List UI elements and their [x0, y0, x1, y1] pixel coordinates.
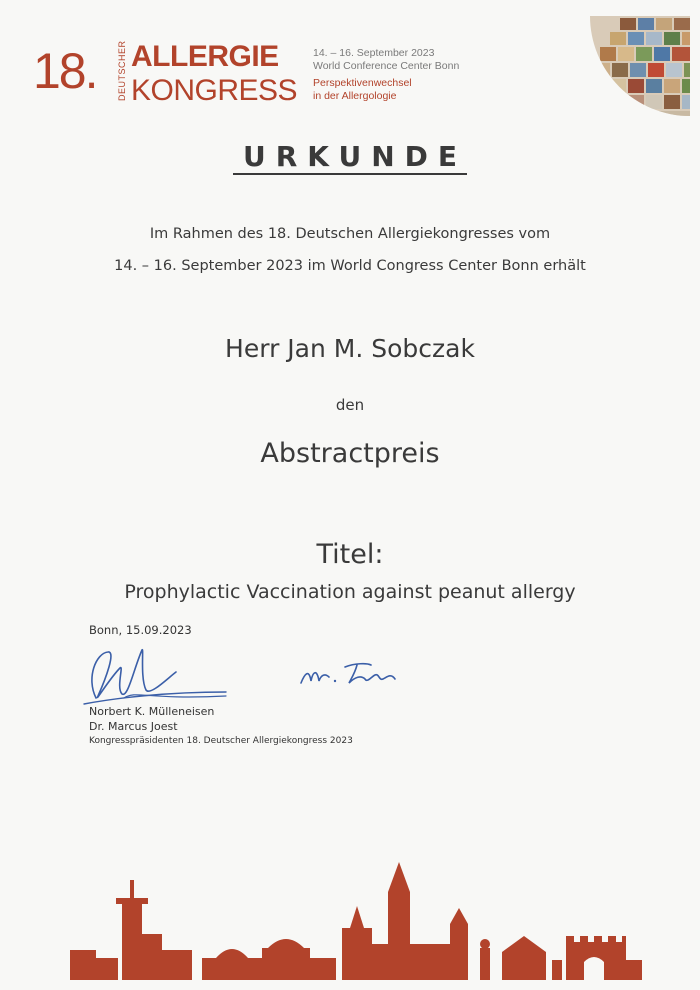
tagline-line1: Perspektivenwechsel	[313, 77, 412, 89]
work-title-label: Titel:	[316, 539, 384, 570]
place-date: Bonn, 15.09.2023	[89, 623, 192, 637]
intro-line-1: Im Rahmen des 18. Deutschen Allergiekongresses vom	[149, 226, 551, 242]
bonn-skyline-silhouette	[66, 862, 646, 980]
logo-word-kongress: KONGRESS	[131, 74, 298, 107]
signature-1	[76, 638, 236, 714]
logo-vertical-text: DEUTSCHER	[117, 40, 127, 101]
signatories	[89, 704, 353, 749]
congress-logo	[33, 38, 298, 108]
signatory-1: Norbert K. Mülleneisen	[89, 705, 215, 718]
recipient-name: Herr Jan M. Sobczak	[225, 334, 475, 363]
signatory-role: Kongresspräsidenten 18. Deutscher Allergiekongress 2023	[89, 736, 353, 746]
award-name: Abstractpreis	[260, 438, 440, 469]
intro-line-2: 14. – 16. September 2023 im World Congress Center Bonn erhält	[114, 258, 586, 274]
tagline-line2: in der Allergologie	[313, 90, 397, 102]
logo-word-allergie: ALLERGIE	[131, 40, 279, 73]
connector-text: den	[335, 396, 365, 414]
work-title: Prophylactic Vaccination against peanut allergy	[124, 581, 576, 603]
logo-number: 18.	[33, 43, 97, 99]
event-info	[313, 47, 513, 103]
photo-mosaic-globe	[590, 16, 690, 120]
certificate-title: URKUNDE	[0, 140, 700, 173]
event-venue: World Conference Center Bonn	[313, 60, 460, 72]
signature-2	[295, 655, 405, 695]
event-dates: 14. – 16. September 2023	[313, 47, 435, 59]
signatory-2: Dr. Marcus Joest	[89, 720, 178, 733]
